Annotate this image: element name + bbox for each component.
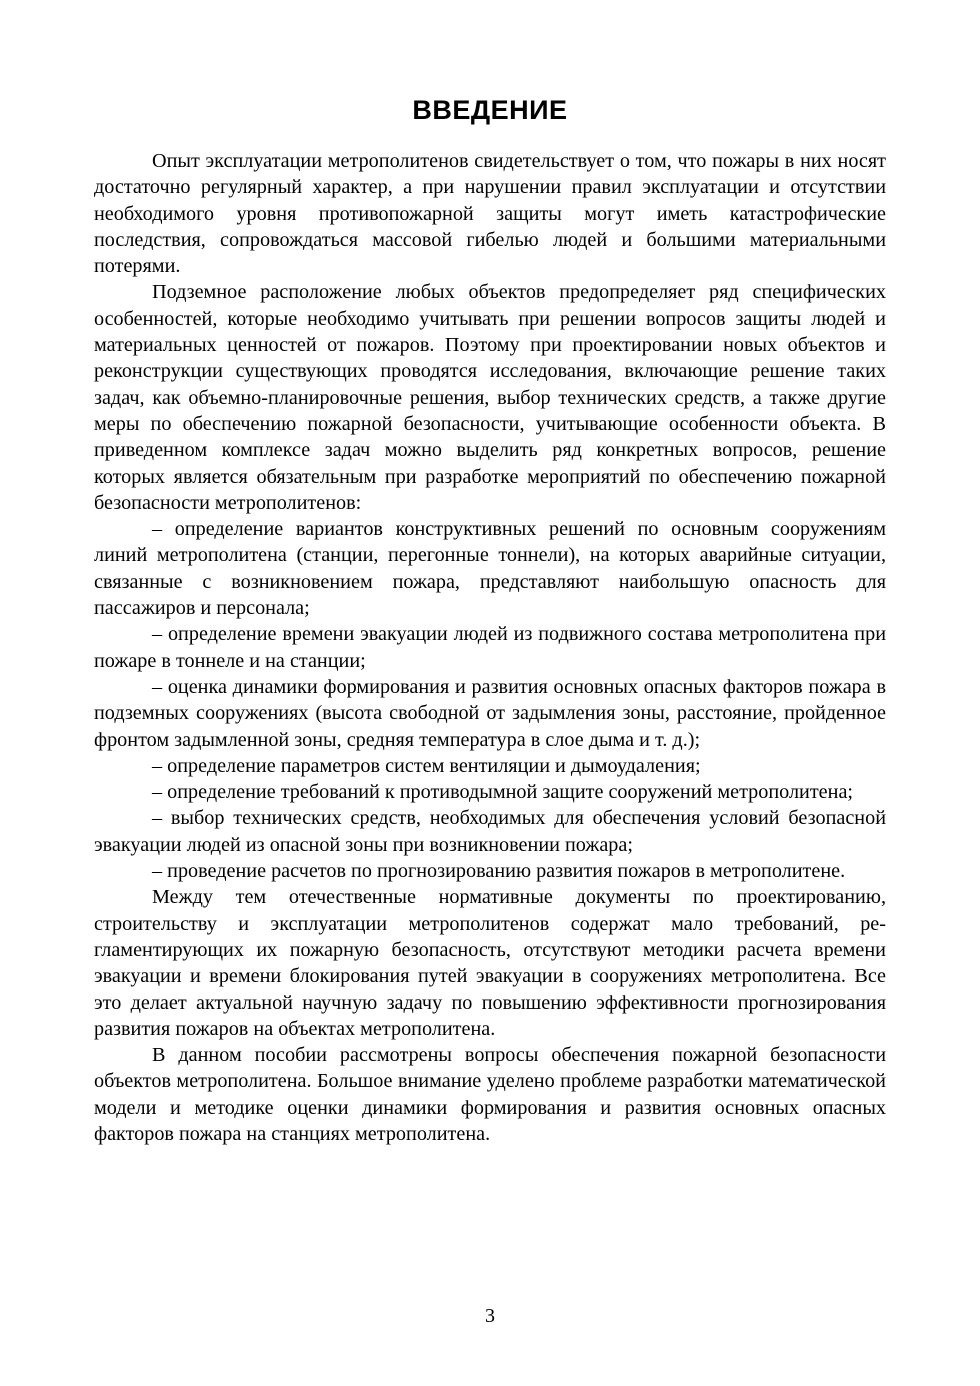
- list-item-hazard-dynamics: – оценка динамики формирования и развития основных опасных факторов пожара в подземных сооружениях (высота свободной от задымления зоны, расстояние, пройденное фронтом задымленной зоны, средняя температура в слое дыма и т. д.);: [94, 675, 886, 751]
- paragraph-intro: Опыт эксплуатации метрополитенов свидетельствует о том, что пожары в них носят достаточно регулярный характер, а при нарушении правил эксплуатации и отсутствии необходимого уровня противопожарной защиты могут иметь катастрофические последствия, сопровождаться массовой гибелью людей и большими материальными потерями.: [94, 150, 886, 278]
- paragraph-underground: Подземное расположение любых объектов предопределяет ряд специфических особенностей, которые необходимо учитывать при решении вопросов защиты людей и материальных ценностей от пожаров. Поэтому при проектировании новых объектов и реконструкции существующих проводятся исследования, включающие решение таких задач, как объемно-планировочные решения, выбор технических средств, а также другие меры по обеспечению пожарной безопасности, учитывающие особенности объекта. В приведенном комплексе задач можно выделить ряд конкретных вопросов, решение которых является обязательным при разработке мероприятий по обеспечению пожарной безопасности метрополитенов:: [94, 281, 886, 514]
- page-title: ВВЕДЕНИЕ: [412, 95, 568, 125]
- list-item-smoke-protection: – определение требований к противодымной защите сооружений метрополитена;: [152, 781, 854, 804]
- paragraph-regulations: Между тем отечественные нормативные документы по проектированию, строительству и эксплуатации метрополитенов содержат мало требований, регламентирующих их пожарную безопасность, отсутствуют методики расчета времени эвакуации и времени блокирования путей эвакуации в сооружениях метрополитена. Все это делает актуальной научную задачу по повышению эффективности прогнозирования развития пожаров на объектах метрополитена.: [94, 886, 886, 1040]
- paragraph-scope: В данном пособии рассмотрены вопросы обеспечения пожарной безопасности объектов метрополитена. Большое внимание уделено проблеме разработки математической модели и методике оценки динамики формирования и развития основных опасных факторов пожара на станциях метрополитена.: [94, 1044, 886, 1145]
- page-number: 3: [485, 1305, 495, 1327]
- list-item-evacuation-time: – определение времени эвакуации людей из подвижного состава метрополитена при пожаре в тоннеле и на станции;: [94, 623, 886, 672]
- list-item-fire-forecast: – проведение расчетов по прогнозированию развития пожаров в метрополитене.: [152, 860, 846, 883]
- body-text: [94, 148, 886, 1147]
- list-item-ventilation: – определение параметров систем вентиляции и дымоудаления;: [152, 754, 701, 777]
- list-item-technical-means: – выбор технических средств, необходимых для обеспечения условий безопасной эвакуации людей из опасной зоны при возникновении пожара;: [94, 807, 886, 856]
- list-item-design-options: – определение вариантов конструктивных решений по основным сооружениям линий метрополитена (станции, перегонные тоннели), на которых аварийные ситуации, связанные с возникновением пожара, представляют наибольшую опасность для пассажиров и персонала;: [94, 518, 886, 620]
